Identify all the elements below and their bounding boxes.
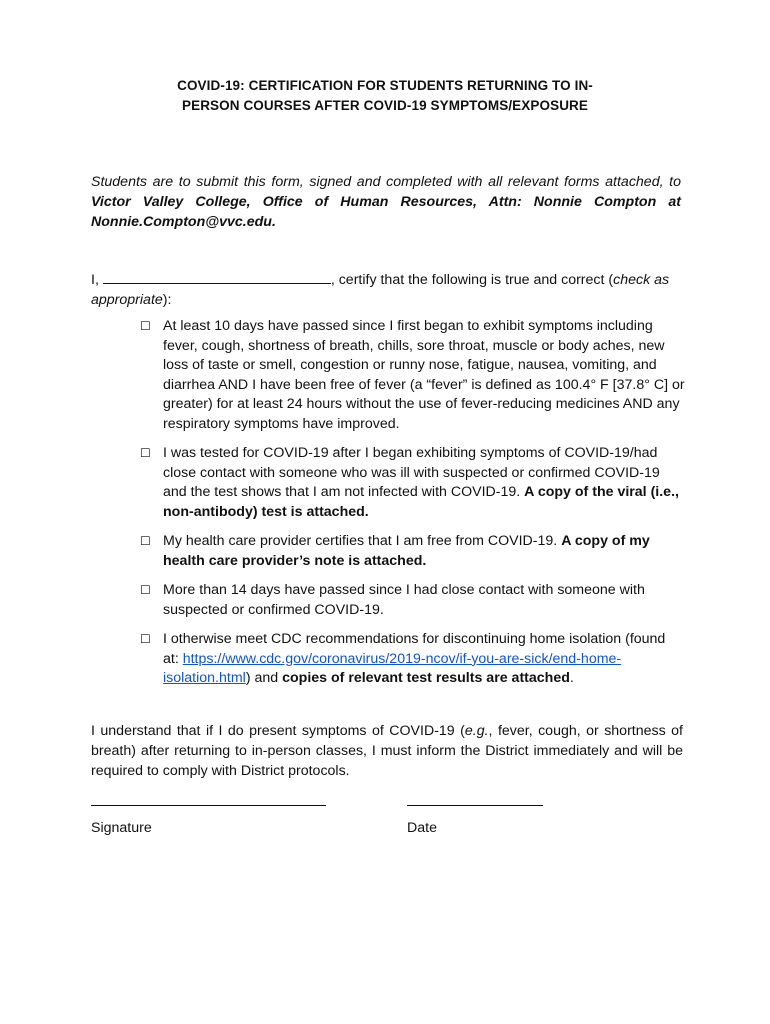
checklist-item xyxy=(140,581,685,620)
submission-instructions xyxy=(91,172,681,232)
certification-statement xyxy=(91,269,681,310)
ack-text-2: , fever, cough, or shortness of breath) after returning to in-person classes, I must inform the District immediately and will be required to comply with District protocols. xyxy=(91,723,683,779)
date-label: Date xyxy=(407,820,437,836)
certify-end: ): xyxy=(162,292,172,308)
acknowledgement-paragraph xyxy=(91,721,683,781)
name-blank-line[interactable] xyxy=(103,269,331,284)
item-text-2: ) and xyxy=(245,670,283,686)
checklist-item xyxy=(140,444,685,522)
item-text: More than 14 days have passed since I had close contact with someone with suspected or confirmed COVID-19. xyxy=(163,582,645,618)
checklist-item xyxy=(140,317,685,434)
item-text: At least 10 days have passed since I first began to exhibit symptoms including fever, cough, shortness of breath, chills, sore throat, muscle or body aches, new loss of taste or smell, congestion or runny nose, fatigue, nausea, vomiting, and diarrhea AND I have been free of fever (a “fever” is defined as 100.4° F [37.8° C] or greater) for at least 24 hours without the use of fever-reducing medicines AND any respiratory symptoms have improved. xyxy=(163,318,685,432)
item-text: My health care provider certifies that I am free from COVID-19. xyxy=(163,533,562,549)
cdc-link[interactable]: https://www.cdc.gov/coronavirus/2019-ncov/if-you-are-sick/end-home-isolation.html xyxy=(163,650,622,686)
certify-suffix: , certify that the following is true and correct ( xyxy=(330,272,614,288)
title-line-2: PERSON COURSES AFTER COVID-19 SYMPTOMS/EXPOSURE xyxy=(181,98,589,113)
title-line-1: COVID-19: CERTIFICATION FOR STUDENTS RETURNING TO IN- xyxy=(177,78,593,93)
intro-text: Students are to submit this form, signed and completed with all relevant forms attached, to xyxy=(91,174,681,190)
item-bold-text: copies of relevant test results are attached xyxy=(282,670,570,686)
checkbox-icon[interactable]: ☐ xyxy=(140,583,151,597)
checkbox-icon[interactable]: ☐ xyxy=(140,446,151,460)
form-title xyxy=(90,76,680,116)
item-bold-text: A copy of the viral (i.e., non-antibody) test is attached. xyxy=(163,484,679,520)
ack-italic: e.g. xyxy=(464,723,489,739)
item-text: I otherwise meet CDC recommendations for discontinuing home isolation (found at: xyxy=(163,631,666,667)
checkbox-icon[interactable]: ☐ xyxy=(140,632,151,646)
checkbox-icon[interactable]: ☐ xyxy=(140,534,151,548)
checklist xyxy=(140,317,685,689)
signature-label: Signature xyxy=(91,820,152,836)
checklist-item xyxy=(140,532,685,571)
date-line[interactable] xyxy=(407,805,543,806)
ack-text-1: I understand that if I do present symptoms of COVID-19 ( xyxy=(91,723,465,739)
certify-note: check as appropriate xyxy=(91,272,670,308)
item-text: I was tested for COVID-19 after I began exhibiting symptoms of COVID-19/had close contact with someone who was ill with suspected or confirmed COVID-19 and the test shows that I am not infected with COVID-19. xyxy=(163,445,660,500)
checklist-item xyxy=(140,630,685,689)
item-bold-text: A copy of my health care provider’s note is attached. xyxy=(163,533,650,569)
certify-prefix: I, xyxy=(91,272,103,288)
signature-line[interactable] xyxy=(91,805,326,806)
item-end: . xyxy=(569,670,574,686)
intro-recipient: Victor Valley College, Office of Human Resources, Attn: Nonnie Compton at Nonnie.Compton@vvc.edu. xyxy=(91,194,681,230)
checkbox-icon[interactable]: ☐ xyxy=(140,319,151,333)
